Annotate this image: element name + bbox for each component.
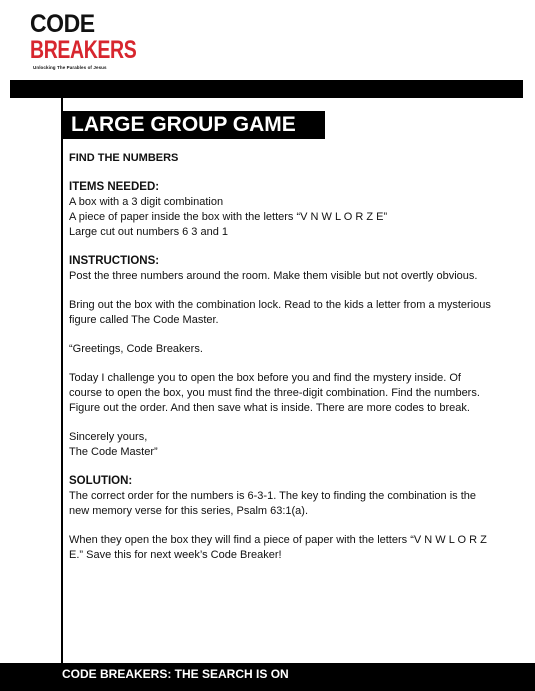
content-left-rule (61, 98, 63, 663)
solution-line: new memory verse for this series, Psalm 63:1(a). (69, 504, 309, 517)
code-breakers-logo (30, 10, 137, 74)
logo-code-text: CODE (30, 10, 95, 38)
instructions-heading: INSTRUCTIONS: (69, 254, 160, 267)
letter-line: Today I challenge you to open the box before you and find the mystery inside. Of (69, 372, 461, 385)
letter-body (69, 371, 509, 415)
solution-line: The correct order for the numbers is 6-3-1. The key to finding the combination is the (69, 490, 476, 503)
solution-paragraph-2 (69, 533, 509, 562)
item-1: A box with a 3 digit combination (69, 196, 224, 209)
item-3: Large cut out numbers 6 3 and 1 (69, 225, 228, 238)
letter-line: course to open the box, you must find the three-digit combination. Find the numbers. (69, 387, 480, 400)
paragraph-line: figure called The Code Master. (69, 313, 219, 326)
footer-bar: CODE BREAKERS: THE SEARCH IS ON (0, 663, 535, 691)
item-2: A piece of paper inside the box with the letters “V N W L O R Z E” (69, 210, 388, 223)
signoff-line: The Code Master” (69, 445, 158, 458)
logo-breakers-text: BREAKERS (30, 36, 137, 64)
game-title: FIND THE NUMBERS (69, 152, 179, 164)
instructions-paragraph-2 (69, 298, 509, 327)
solution-heading: SOLUTION: (69, 475, 133, 488)
items-section (69, 180, 509, 239)
paragraph-line: Bring out the box with the combination lock. Read to the kids a letter from a mysterious (69, 298, 491, 311)
section-heading: LARGE GROUP GAME (61, 111, 325, 139)
items-heading: ITEMS NEEDED: (69, 181, 160, 194)
instructions-paragraph-1: Post the three numbers around the room. Make them visible but not overtly obvious. (69, 269, 478, 282)
solution-line: E.” Save this for next week’s Code Breaker! (69, 548, 282, 561)
solution-section (69, 474, 509, 518)
top-black-band (10, 80, 523, 98)
document-body (69, 151, 509, 577)
instructions-section (69, 254, 509, 283)
letter-line: Figure out the order. And then save what is inside. There are more codes to break. (69, 401, 470, 414)
letter-signoff (69, 430, 509, 459)
solution-line: When they open the box they will find a piece of paper with the letters “V N W L O R Z (69, 534, 487, 547)
letter-greeting (69, 342, 509, 357)
greeting-line: “Greetings, Code Breakers. (69, 343, 203, 356)
logo-tagline: Unlocking The Parables of Jesus (33, 65, 107, 70)
signoff-line: Sincerely yours, (69, 431, 148, 444)
